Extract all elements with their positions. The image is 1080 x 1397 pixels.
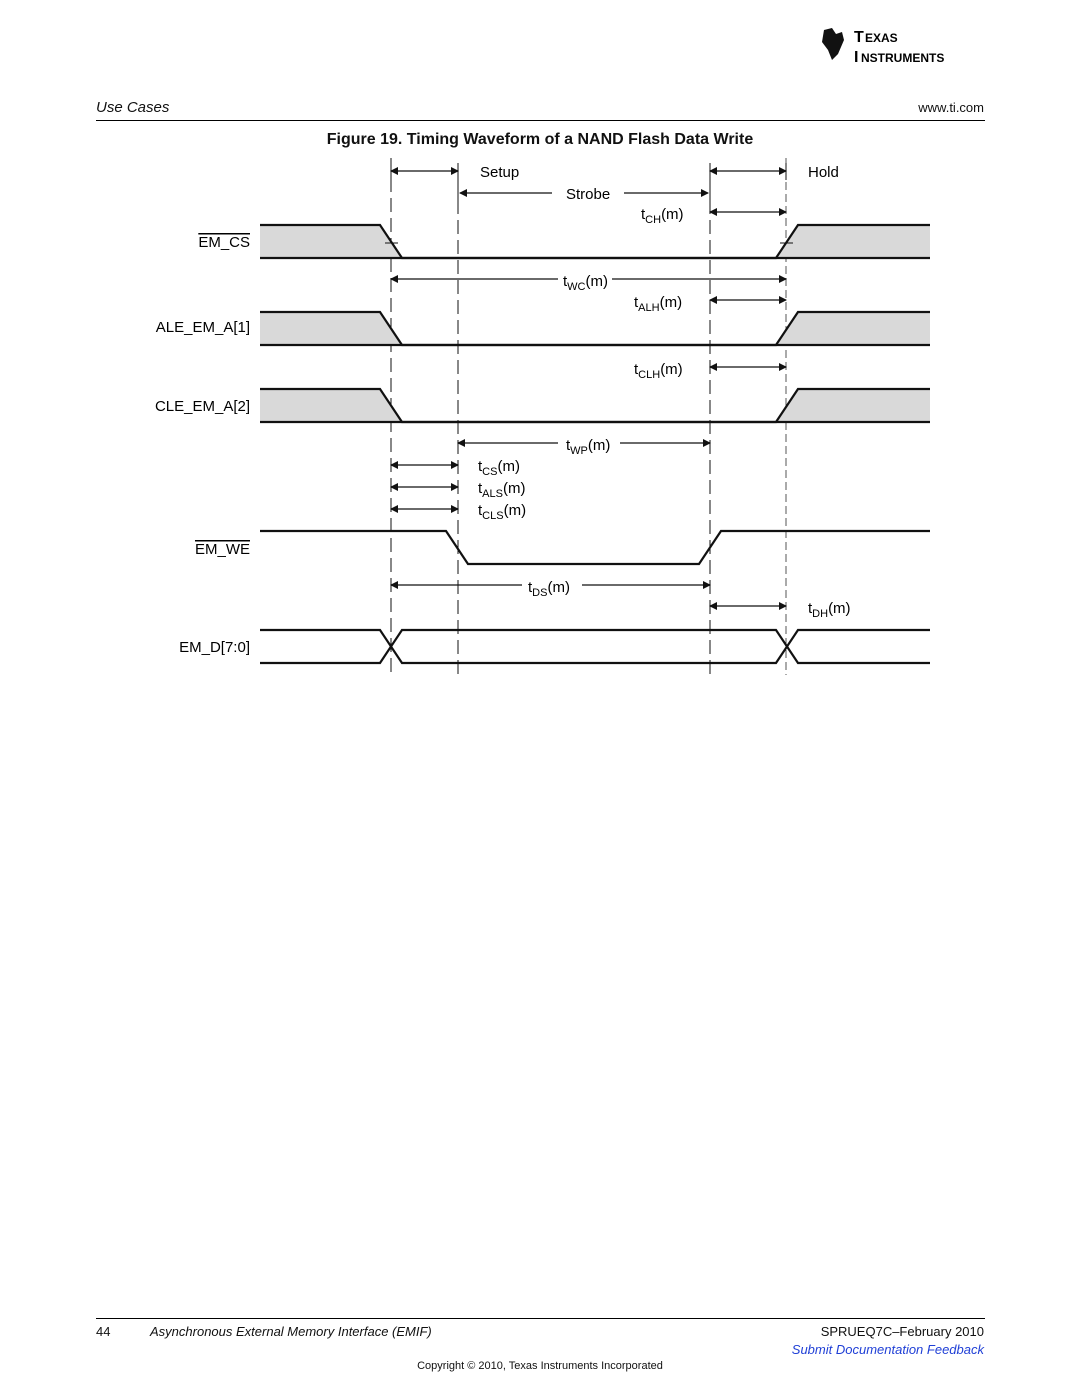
svg-text:tCLH(m): $t_{CLH}(m)$ bbox=[634, 361, 683, 381]
timing-tcs bbox=[391, 458, 520, 478]
signal-label-em-cs: EM_CS bbox=[198, 234, 250, 251]
svg-text:tCLS(m): $t_{CLS}(m)$ bbox=[478, 502, 527, 522]
svg-text:tALS(m): $t_{ALS}(m)$ bbox=[478, 480, 526, 500]
svg-text:tCS(m): $t_{CS}(m)$ bbox=[478, 458, 520, 478]
waveform-cle bbox=[260, 389, 930, 422]
copyright-notice: Copyright © 2010, Texas Instruments Incorporated bbox=[417, 1360, 663, 1372]
signal-label-ale: ALE_EM_A[1] bbox=[155, 319, 250, 336]
timing-twc bbox=[391, 273, 786, 293]
svg-text:tCH(m): $t_{CH}(m)$ bbox=[641, 206, 684, 226]
signal-label-em-d: EM_D[7:0] bbox=[179, 639, 250, 656]
waveform-em-we bbox=[260, 531, 930, 564]
document-id: SPRUEQ7C–February 2010 bbox=[820, 1324, 984, 1339]
svg-text:I: I bbox=[854, 49, 859, 66]
svg-text:tDS(m): $t_{DS}(m)$ bbox=[528, 579, 570, 599]
signal-label-em-we: EM_WE bbox=[194, 541, 250, 558]
svg-text:tWP(m): $t_{WP}(m)$ bbox=[566, 437, 611, 457]
svg-text:EXAS: EXAS bbox=[865, 31, 898, 45]
phase-hold-label: Hold bbox=[808, 164, 839, 181]
timing-tcls bbox=[391, 502, 526, 522]
header-rule bbox=[96, 120, 985, 121]
phase-setup-label: Setup bbox=[480, 164, 520, 181]
website-url[interactable]: www.ti.com bbox=[918, 100, 984, 115]
timing-tds bbox=[391, 579, 710, 599]
svg-text:NSTRUMENTS: NSTRUMENTS bbox=[861, 51, 945, 65]
phase-strobe-label: Strobe bbox=[566, 186, 611, 203]
waveform-ale bbox=[260, 312, 930, 345]
signal-label-cle: CLE_EM_A[2] bbox=[154, 398, 250, 415]
document-title: Asynchronous External Memory Interface (EMIF) bbox=[150, 1324, 432, 1339]
page-number: 44 bbox=[96, 1324, 111, 1339]
timing-twp bbox=[458, 437, 710, 457]
reference-lines bbox=[391, 158, 710, 675]
svg-text:tDH(m): $t_{DH}(m)$ bbox=[808, 600, 851, 620]
svg-text:tALH(m): $t_{ALH}(m)$ bbox=[634, 294, 683, 314]
timing-tdh bbox=[710, 600, 851, 620]
svg-text:tWC(m): $t_{WC}(m)$ bbox=[563, 273, 608, 293]
waveform-em-d bbox=[260, 630, 930, 663]
footer-rule bbox=[96, 1318, 985, 1319]
svg-text:T: T bbox=[854, 29, 864, 46]
timing-diagram bbox=[0, 150, 1080, 690]
section-header: Use Cases bbox=[96, 99, 170, 116]
figure-title: Figure 19. Timing Waveform of a NAND Flash Data Write bbox=[326, 131, 754, 148]
feedback-link[interactable]: Submit Documentation Feedback bbox=[791, 1342, 984, 1357]
waveform-em-cs bbox=[260, 225, 930, 258]
texas-instruments-logo bbox=[818, 20, 988, 70]
timing-tch bbox=[641, 206, 786, 226]
